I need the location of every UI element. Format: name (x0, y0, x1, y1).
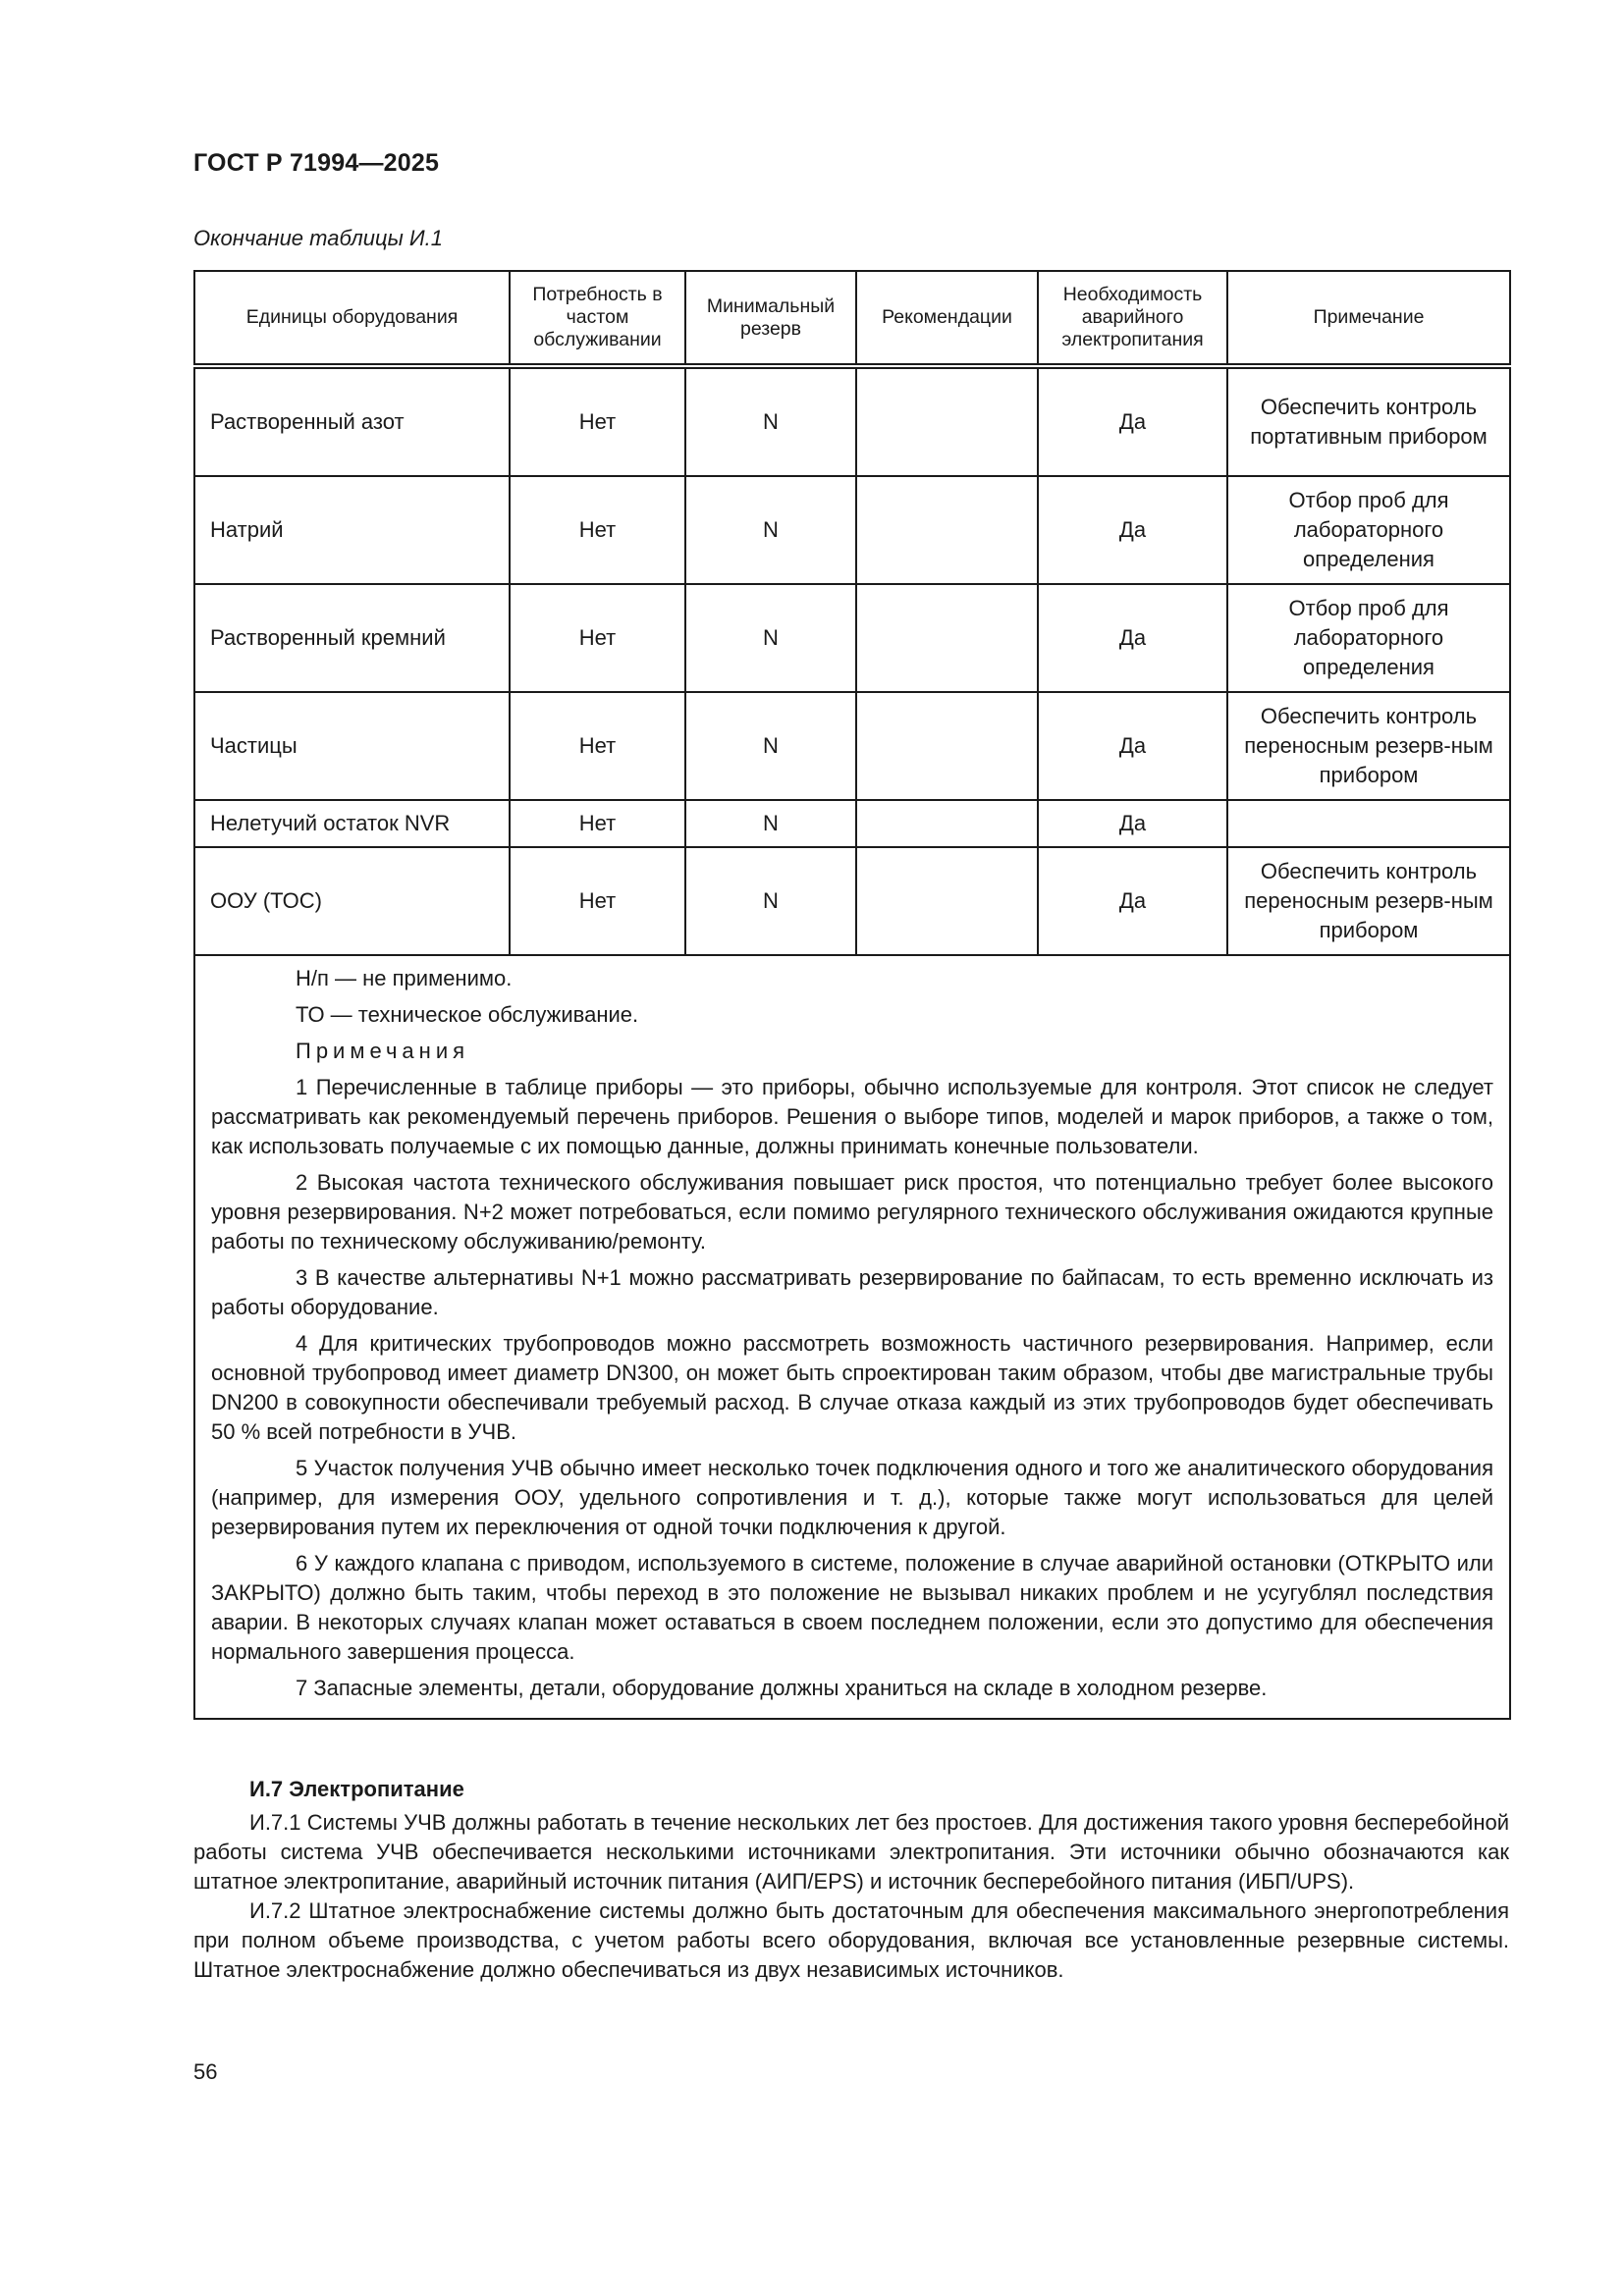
section-power-supply (193, 1775, 1509, 1985)
paragraph-i71: И.7.1 Системы УЧВ должны работать в течение нескольких лет без простоев. Для достижения такого уровня бесперебойной работы система УЧВ обеспечивается несколькими источниками электропитания. Эти источники обычно обозначаются как штатное электропитание, аварийный источник питания (АИП/EPS) и источник бесперебойного питания (ИБП/UPS). (193, 1810, 1509, 1894)
note-6: 6 У каждого клапана с приводом, используемого в системе, положение в случае аварийной остановки (ОТКРЫТО или ЗАКРЫТО) должно быть таким, чтобы переход в это положение не вызывал никаких проблем и не усугублял последствия аварии. В некоторых случаях клапан может оставаться в своем последнем положении, если это допустимо для обеспечения нормального завершения процесса. (211, 1551, 1493, 1664)
cell-note: Обеспечить контроль переносным резерв-ным прибором (1227, 847, 1510, 955)
cell-note: Отбор проб для лабораторного определения (1227, 584, 1510, 692)
cell-unit: Частицы (194, 692, 510, 800)
cell-min-reserve: N (685, 476, 856, 584)
table-notes-row (194, 955, 1510, 1719)
page-number: 56 (193, 2059, 218, 2084)
table-row (194, 476, 1510, 584)
cell-emergency-power: Да (1038, 584, 1227, 692)
table-row (194, 584, 1510, 692)
note-5: 5 Участок получения УЧВ обычно имеет несколько точек подключения одного и того же аналитического оборудования (например, для измерения ООУ, удельного сопротивления и т. д.), которые также могут использоваться для целей резервирования путем их переключения от одной точки подключения к другой. (211, 1456, 1493, 1539)
table-row (194, 800, 1510, 847)
cell-recommendations (856, 476, 1038, 584)
table-row (194, 847, 1510, 955)
document-code: ГОСТ Р 71994—2025 (193, 149, 440, 177)
column-header-min-reserve: Минимальный резерв (685, 271, 856, 366)
note-4: 4 Для критических трубопроводов можно рассмотреть возможность частичного резервирования. Например, если основной трубопровод имеет диаметр DN300, он может быть спроектирован таким образом, чтобы две магистральные трубы DN200 в совокупности обеспечивали требуемый расход. В случае отказа каждый из этих трубопроводов будет обеспечивать 50 % всей потребности в УЧВ. (211, 1331, 1493, 1444)
cell-recommendations (856, 584, 1038, 692)
cell-recommendations (856, 800, 1038, 847)
table-row (194, 692, 1510, 800)
cell-frequent-service: Нет (510, 692, 685, 800)
cell-frequent-service: Нет (510, 366, 685, 476)
column-header-unit: Единицы оборудования (194, 271, 510, 366)
cell-recommendations (856, 366, 1038, 476)
cell-unit: Натрий (194, 476, 510, 584)
note-2: 2 Высокая частота технического обслуживания повышает риск простоя, что потенциально требует более высокого уровня резервирования. N+2 может потребоваться, если помимо регулярного технического обслуживания ожидаются крупные работы по техническому обслуживанию/ремонту. (211, 1170, 1493, 1254)
cell-frequent-service: Нет (510, 476, 685, 584)
cell-min-reserve: N (685, 800, 856, 847)
cell-note: Обеспечить контроль портативным прибором (1227, 366, 1510, 476)
cell-emergency-power: Да (1038, 692, 1227, 800)
cell-frequent-service: Нет (510, 847, 685, 955)
column-header-emergency-power: Необходимость аварийного электропитания (1038, 271, 1227, 366)
table-caption: Окончание таблицы И.1 (193, 226, 443, 250)
cell-unit: Нелетучий остаток NVR (194, 800, 510, 847)
notes-title: Примечания (296, 1039, 470, 1063)
cell-frequent-service: Нет (510, 800, 685, 847)
cell-note (1227, 800, 1510, 847)
cell-min-reserve: N (685, 584, 856, 692)
cell-frequent-service: Нет (510, 584, 685, 692)
cell-note: Отбор проб для лабораторного определения (1227, 476, 1510, 584)
cell-note: Обеспечить контроль переносным резерв-ным прибором (1227, 692, 1510, 800)
cell-emergency-power: Да (1038, 847, 1227, 955)
cell-min-reserve: N (685, 692, 856, 800)
note-3: 3 В качестве альтернативы N+1 можно рассматривать резервирование по байпасам, то есть временно исключать из работы оборудование. (211, 1265, 1493, 1319)
column-header-recommendations: Рекомендации (856, 271, 1038, 366)
cell-min-reserve: N (685, 366, 856, 476)
cell-emergency-power: Да (1038, 366, 1227, 476)
cell-recommendations (856, 847, 1038, 955)
column-header-note: Примечание (1227, 271, 1510, 366)
cell-unit: Растворенный кремний (194, 584, 510, 692)
equipment-table (193, 270, 1511, 1720)
note-1: 1 Перечисленные в таблице приборы — это приборы, обычно используемые для контроля. Этот список не следует рассматривать как рекомендуемый перечень приборов. Решения о выборе типов, моделей и марок приборов, а также о том, как использовать получаемые с их помощью данные, должны принимать конечные пользователи. (211, 1075, 1493, 1158)
abbreviation-to: ТО — техническое обслуживание. (296, 1002, 639, 1027)
cell-recommendations (856, 692, 1038, 800)
cell-min-reserve: N (685, 847, 856, 955)
table-header-row (194, 271, 1510, 366)
abbreviation-np: Н/п — не применимо. (296, 966, 513, 990)
section-title: И.7 Электропитание (249, 1777, 464, 1801)
cell-unit: ООУ (ТОС) (194, 847, 510, 955)
cell-emergency-power: Да (1038, 476, 1227, 584)
paragraph-i72: И.7.2 Штатное электроснабжение системы должно быть достаточным для обеспечения максимального энергопотребления при полном объеме производства, с учетом работы всего оборудования, включая все установленные резервные системы. Штатное электроснабжение должно обеспечиваться из двух независимых источников. (193, 1898, 1509, 1982)
table-notes (194, 955, 1510, 1719)
cell-unit: Растворенный азот (194, 366, 510, 476)
column-header-frequent-service: Потребность в частом обслуживании (510, 271, 685, 366)
note-7: 7 Запасные элементы, детали, оборудование должны храниться на складе в холодном резерве. (296, 1676, 1268, 1700)
cell-emergency-power: Да (1038, 800, 1227, 847)
table-row (194, 366, 1510, 476)
